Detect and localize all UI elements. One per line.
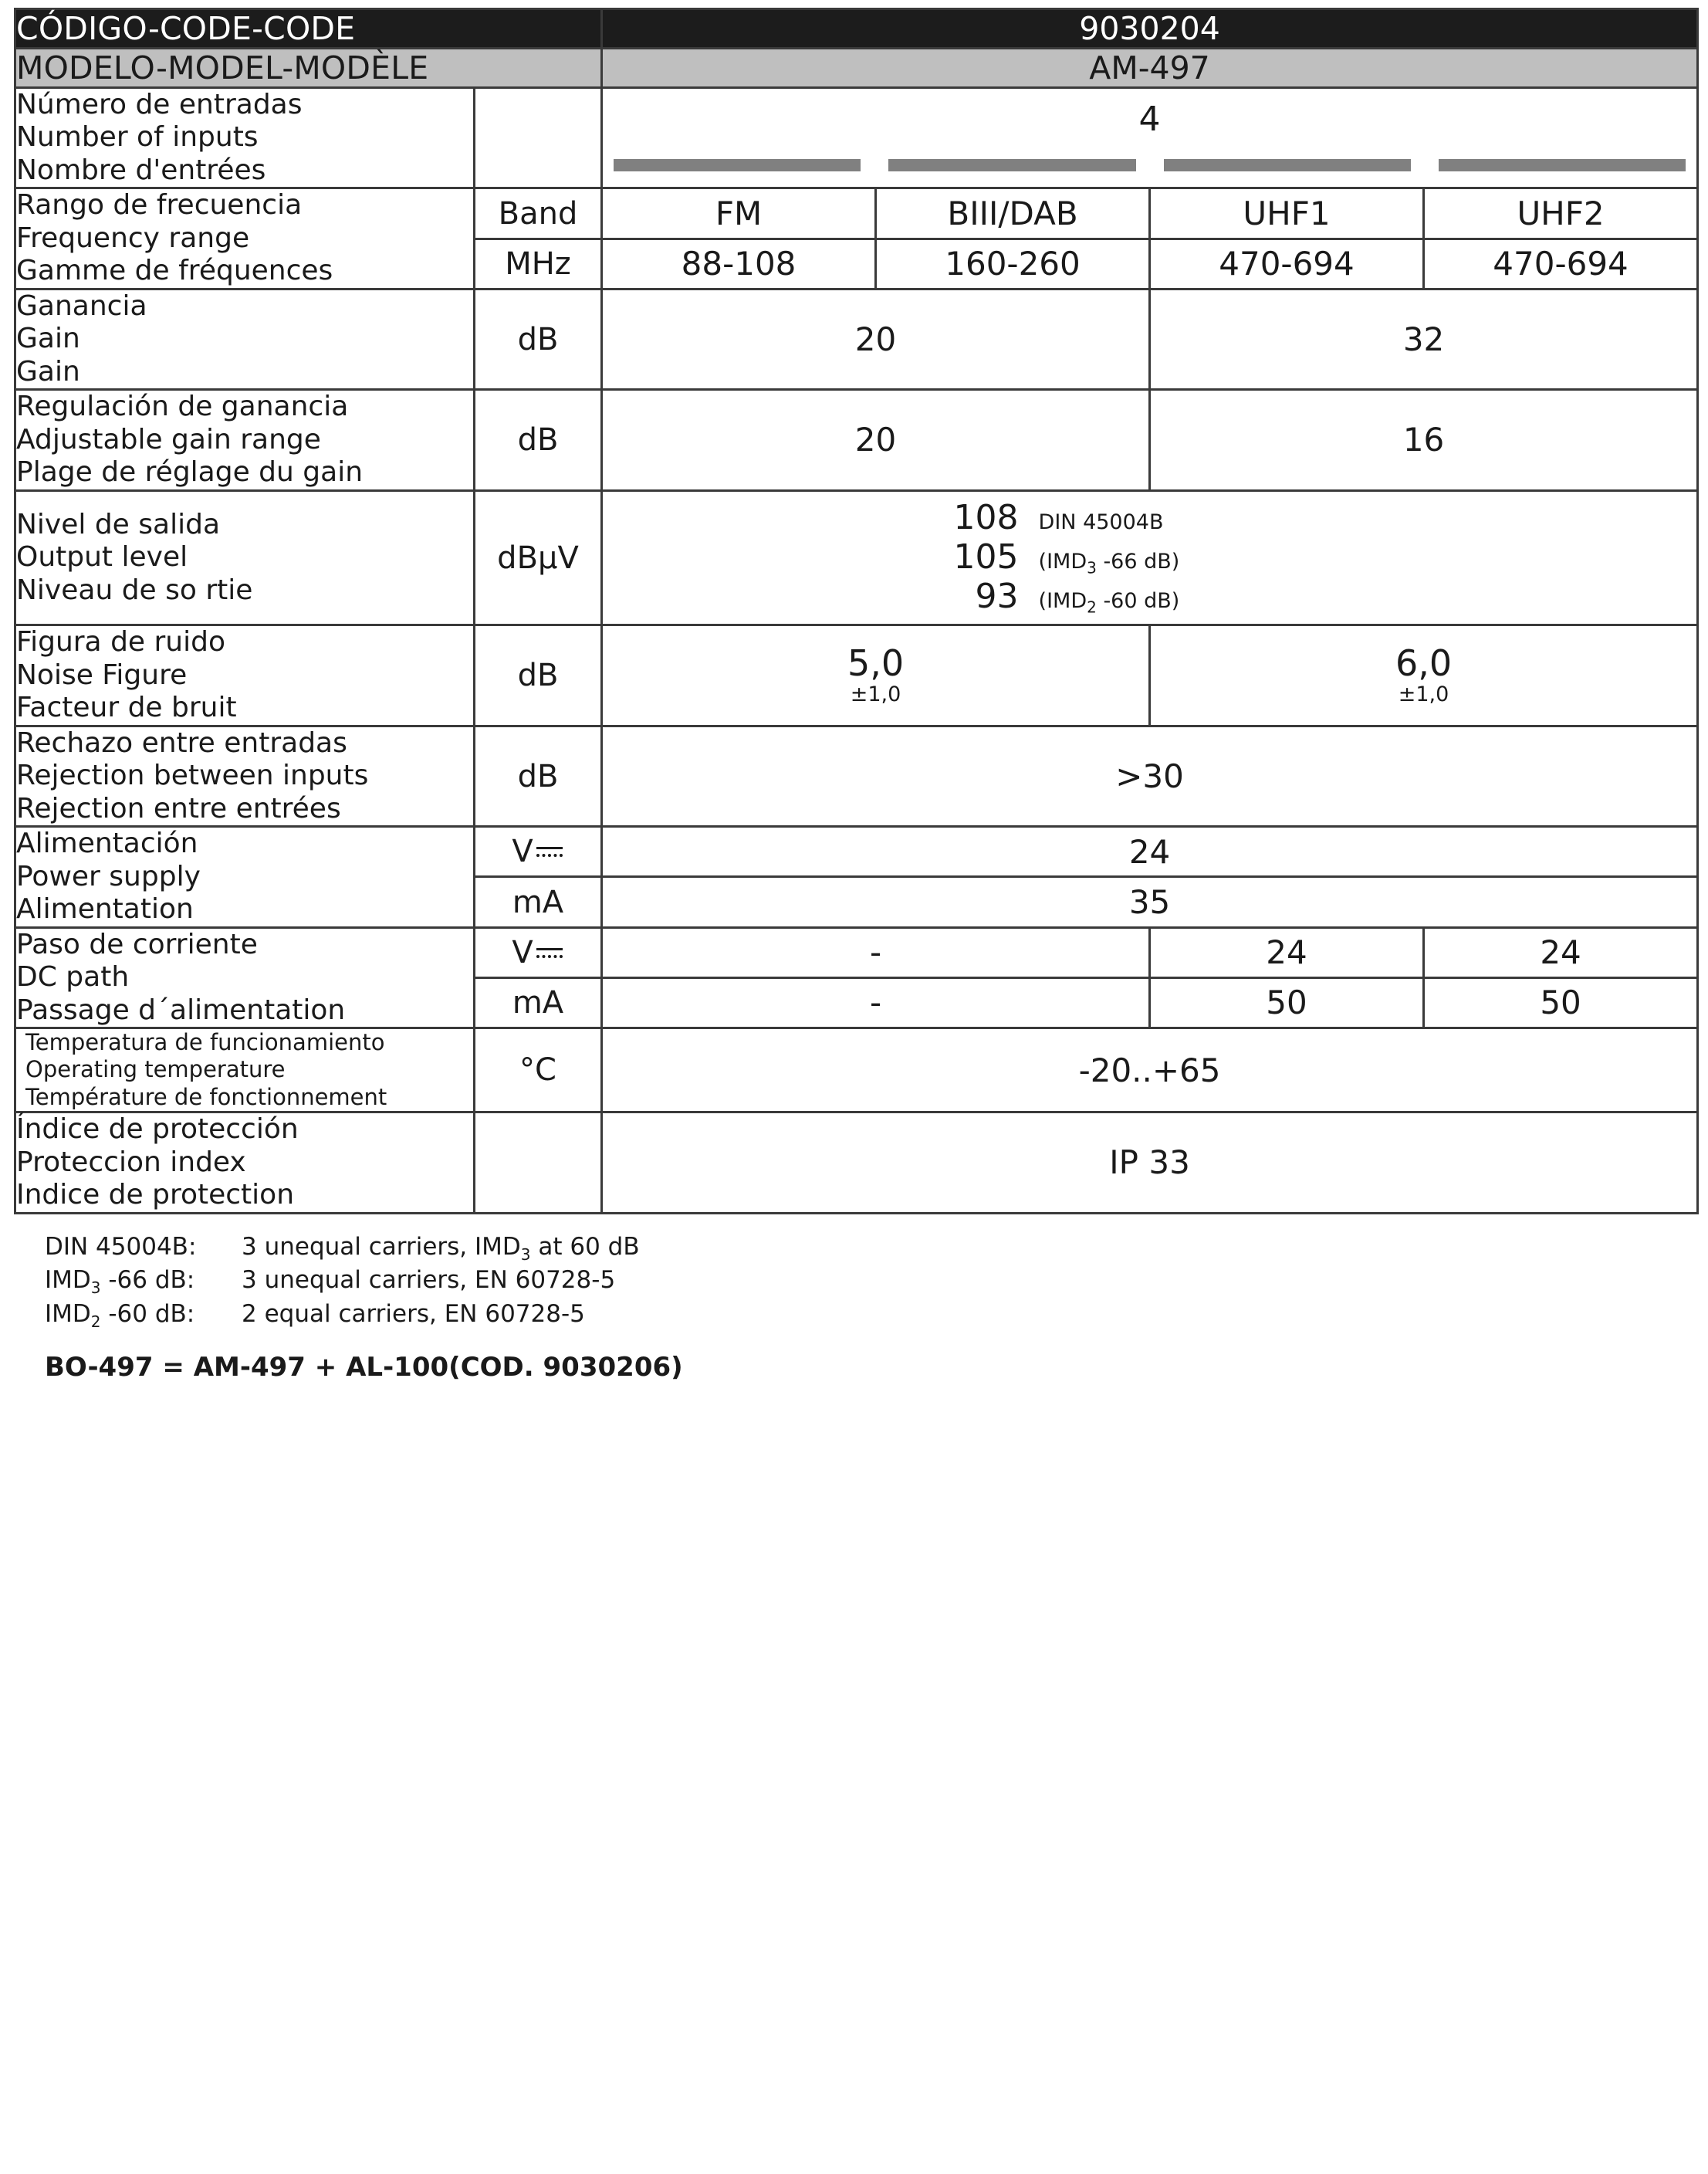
power-supply-unit-ma: mA bbox=[475, 877, 602, 927]
adjustable-gain-label-es: Regulación de ganancia bbox=[16, 391, 349, 423]
power-supply-unit-v: V bbox=[475, 827, 602, 877]
table-row-rejection bbox=[15, 726, 1698, 826]
note-row-1 bbox=[45, 1231, 1694, 1265]
dc-path-label-fr: Passage d´alimentation bbox=[16, 994, 346, 1026]
dc-path-value-v-uhf1: 24 bbox=[1150, 927, 1424, 977]
band-name-4: UHF2 bbox=[1424, 188, 1698, 239]
band-range-3: 470-694 bbox=[1150, 239, 1424, 289]
frequency-label-fr: Gamme de fréquences bbox=[16, 255, 333, 287]
noise-figure-tolerance-uhf: ±1,0 bbox=[1398, 682, 1449, 706]
inputs-label-fr: Nombre d'entrées bbox=[16, 154, 266, 186]
protection-label bbox=[15, 1112, 475, 1213]
protection-unit bbox=[475, 1112, 602, 1213]
inputs-label-es: Número de entradas bbox=[16, 89, 303, 120]
dc-path-label-es: Paso de corriente bbox=[16, 928, 258, 960]
bundle-code: (COD. 9030206) bbox=[448, 1352, 683, 1383]
table-row-inputs bbox=[15, 88, 1698, 188]
noise-figure-label-fr: Facteur de bruit bbox=[16, 692, 237, 724]
rejection-value: >30 bbox=[602, 726, 1698, 826]
frequency-unit-band: Band bbox=[475, 188, 602, 239]
dc-path-value-v-uhf2: 24 bbox=[1424, 927, 1698, 977]
noise-figure-unit: dB bbox=[475, 625, 602, 726]
input-bar-2 bbox=[888, 159, 1135, 171]
output-level-unit: dBµV bbox=[475, 490, 602, 625]
note-row-3 bbox=[45, 1299, 1694, 1333]
rejection-label-es: Rechazo entre entradas bbox=[16, 726, 347, 759]
model-value: AM-497 bbox=[602, 49, 1698, 88]
rejection-unit: dB bbox=[475, 726, 602, 826]
output-level-label bbox=[15, 490, 475, 625]
band-name-3: UHF1 bbox=[1150, 188, 1424, 239]
output-level-values bbox=[602, 490, 1698, 625]
dc-path-value-ma-uhf2: 50 bbox=[1424, 977, 1698, 1028]
noise-figure-value-uhf-main: 6,0 bbox=[1395, 642, 1453, 685]
note-key-2: $IMD_3$ -66 dB: bbox=[45, 1266, 195, 1298]
temperature-label-es: Temperatura de funcionamiento bbox=[25, 1029, 385, 1056]
power-supply-value-ma: 35 bbox=[602, 877, 1698, 927]
noise-figure-label bbox=[15, 625, 475, 726]
table-row-adjustable-gain bbox=[15, 390, 1698, 490]
inputs-value-cell bbox=[602, 88, 1698, 188]
output-level-note-2: ($IMD_3$ -66 dB) bbox=[1038, 549, 1180, 577]
output-level-label-es: Nivel de salida bbox=[16, 508, 221, 540]
protection-label-en: Proteccion index bbox=[16, 1146, 246, 1178]
band-range-2: 160-260 bbox=[876, 239, 1150, 289]
gain-unit: dB bbox=[475, 289, 602, 389]
temperature-label-fr: Température de fonctionnement bbox=[25, 1083, 387, 1110]
frequency-label-es: Rango de frecuencia bbox=[16, 189, 303, 222]
power-supply-label-en: Power supply bbox=[16, 860, 201, 892]
notes-block bbox=[14, 1231, 1694, 1333]
dc-path-value-v-vhf: - bbox=[602, 927, 1150, 977]
note-key-3: $IMD_2$ -60 dB: bbox=[45, 1299, 195, 1331]
dc-path-label bbox=[15, 927, 475, 1028]
dc-path-unit-v: V bbox=[475, 927, 602, 977]
output-level-value-3: 93 bbox=[975, 577, 1019, 617]
bundle-reference bbox=[14, 1352, 1694, 1383]
gain-value-vhf: 20 bbox=[602, 289, 1150, 389]
inputs-unit bbox=[475, 88, 602, 188]
dc-path-unit-ma: mA bbox=[475, 977, 602, 1028]
output-level-line-3 bbox=[857, 577, 1443, 616]
power-supply-label bbox=[15, 827, 475, 927]
note-row-2 bbox=[45, 1265, 1694, 1299]
output-level-note-3: ($IMD_2$ -60 dB) bbox=[1038, 589, 1180, 617]
band-name-1: FM bbox=[602, 188, 876, 239]
input-bar-1 bbox=[614, 159, 861, 171]
band-range-4: 470-694 bbox=[1424, 239, 1698, 289]
noise-figure-value-vhf-main: 5,0 bbox=[847, 642, 905, 685]
table-row-output-level bbox=[15, 490, 1698, 625]
rejection-label bbox=[15, 726, 475, 826]
noise-figure-value-vhf bbox=[602, 625, 1150, 726]
inputs-value: 4 bbox=[1138, 100, 1161, 140]
temperature-unit: °C bbox=[475, 1028, 602, 1112]
power-supply-label-fr: Alimentation bbox=[16, 893, 194, 926]
input-bar-3 bbox=[1164, 159, 1411, 171]
output-level-line-2 bbox=[857, 537, 1443, 577]
protection-label-es: Índice de protección bbox=[16, 1113, 299, 1146]
output-level-line-1 bbox=[857, 498, 1443, 537]
table-row-temperature bbox=[15, 1028, 1698, 1112]
dc-path-value-ma-vhf: - bbox=[602, 977, 1150, 1028]
table-row-noise-figure bbox=[15, 625, 1698, 726]
dc-path-value-ma-uhf1: 50 bbox=[1150, 977, 1424, 1028]
band-name-2: BIII/DAB bbox=[876, 188, 1150, 239]
gain-label bbox=[15, 289, 475, 389]
adjustable-gain-label-fr: Plage de réglage du gain bbox=[16, 456, 364, 489]
note-key-1: DIN 45004B: bbox=[45, 1232, 197, 1261]
table-row-frequency-bands bbox=[15, 188, 1698, 239]
frequency-label-en: Frequency range bbox=[16, 222, 250, 254]
gain-value-uhf: 32 bbox=[1150, 289, 1698, 389]
output-level-label-fr: Niveau de so rtie bbox=[16, 574, 253, 606]
noise-figure-value-uhf bbox=[1150, 625, 1698, 726]
table-row-gain bbox=[15, 289, 1698, 389]
adjustable-gain-value-uhf: 16 bbox=[1150, 390, 1698, 490]
note-text-1: 3 unequal carriers, $IMD_3$ at 60 dB bbox=[242, 1232, 640, 1264]
frequency-unit-mhz: MHz bbox=[475, 239, 602, 289]
adjustable-gain-value-vhf: 20 bbox=[602, 390, 1150, 490]
input-connector-bars bbox=[603, 159, 1696, 176]
inputs-label bbox=[15, 88, 475, 188]
note-text-2: 3 unequal carriers, EN 60728-5 bbox=[242, 1266, 616, 1295]
rejection-label-en: Rejection between inputs bbox=[16, 760, 369, 792]
table-row-dc-path-v bbox=[15, 927, 1698, 977]
noise-figure-label-es: Figura de ruido bbox=[16, 626, 226, 659]
note-text-3: 2 equal carriers, EN 60728-5 bbox=[242, 1299, 585, 1328]
bundle-text: BO-497 = AM-497 + AL-100 bbox=[45, 1352, 449, 1383]
gain-label-fr: Gain bbox=[16, 355, 80, 388]
dc-symbol-icon bbox=[536, 944, 563, 958]
temperature-label bbox=[15, 1028, 475, 1112]
table-row-model bbox=[15, 49, 1698, 88]
frequency-label bbox=[15, 188, 475, 289]
adjustable-gain-label-en: Adjustable gain range bbox=[16, 423, 321, 455]
dc-path-label-en: DC path bbox=[16, 961, 130, 994]
output-level-value-1: 108 bbox=[953, 497, 1019, 537]
noise-figure-tolerance-vhf: ±1,0 bbox=[850, 682, 901, 706]
protection-label-fr: Indice de protection bbox=[16, 1179, 295, 1211]
code-value: 9030204 bbox=[602, 9, 1698, 49]
temperature-value: -20..+65 bbox=[602, 1028, 1698, 1112]
noise-figure-label-en: Noise Figure bbox=[16, 659, 188, 691]
table-row-protection bbox=[15, 1112, 1698, 1213]
specifications-table bbox=[14, 8, 1699, 1214]
gain-label-es: Ganancia bbox=[16, 290, 147, 322]
table-row-power-supply-v bbox=[15, 827, 1698, 877]
adjustable-gain-label bbox=[15, 390, 475, 490]
output-level-label-en: Output level bbox=[16, 541, 188, 574]
dc-symbol-icon bbox=[536, 843, 563, 857]
protection-value: IP 33 bbox=[602, 1112, 1698, 1213]
table-row-code bbox=[15, 9, 1698, 49]
adjustable-gain-unit: dB bbox=[475, 390, 602, 490]
rejection-label-fr: Rejection entre entrées bbox=[16, 792, 341, 825]
code-label: CÓDIGO-CODE-CODE bbox=[15, 9, 602, 49]
output-level-value-2: 105 bbox=[953, 537, 1019, 577]
band-range-1: 88-108 bbox=[602, 239, 876, 289]
model-label: MODELO-MODEL-MODÈLE bbox=[15, 49, 602, 88]
inputs-label-en: Number of inputs bbox=[16, 121, 259, 154]
power-supply-value-v: 24 bbox=[602, 827, 1698, 877]
temperature-label-en: Operating temperature bbox=[25, 1056, 286, 1083]
power-supply-label-es: Alimentación bbox=[16, 828, 198, 860]
output-level-note-1: DIN 45004B bbox=[1038, 510, 1164, 534]
input-bar-4 bbox=[1439, 159, 1686, 171]
gain-label-en: Gain bbox=[16, 323, 80, 355]
